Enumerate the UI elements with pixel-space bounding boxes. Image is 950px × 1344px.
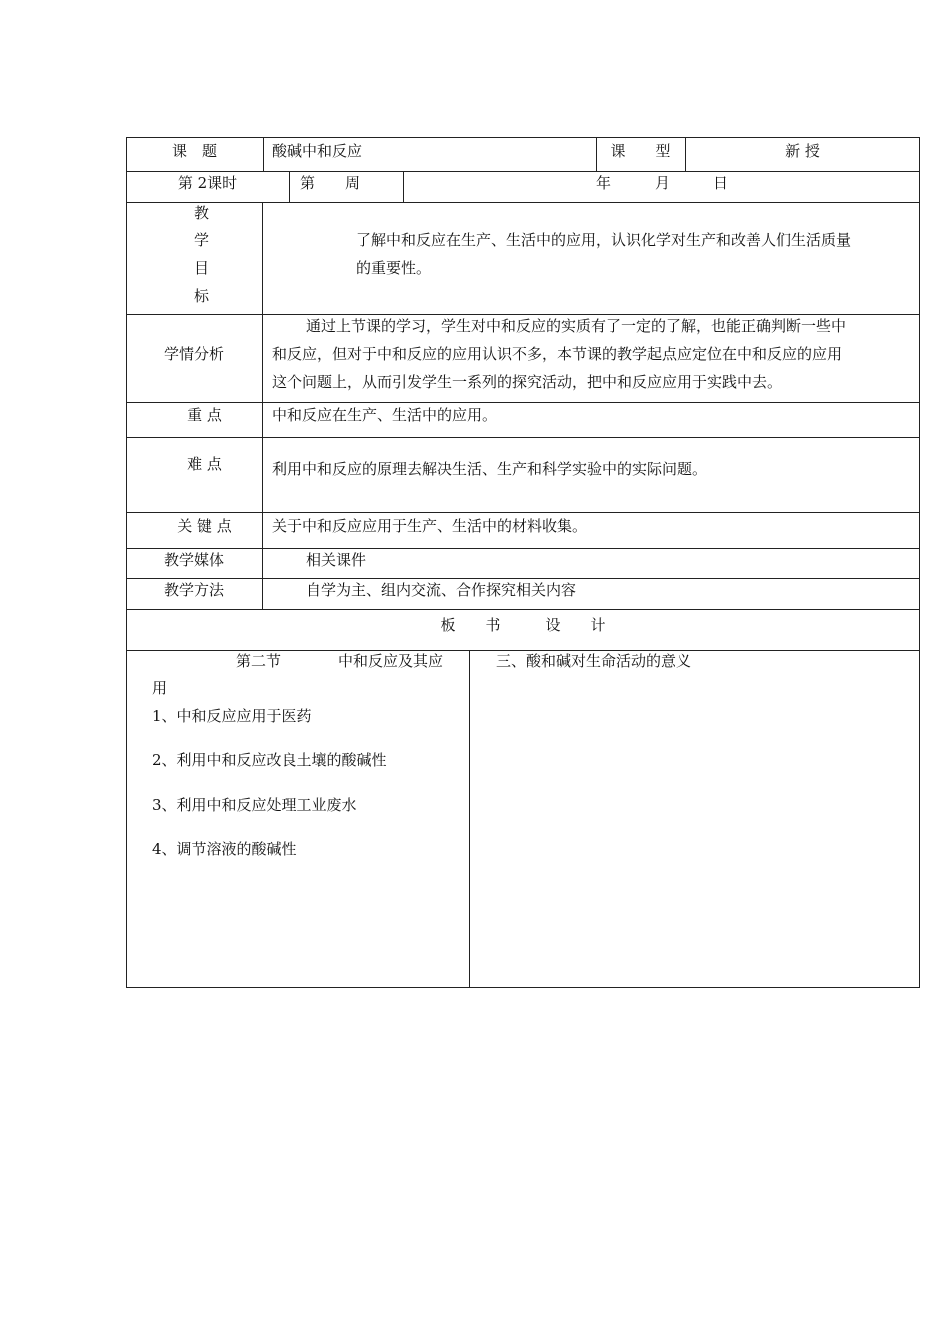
analysis-text: 这个问题上，从而引发学生一系列的探究活动，把中和反应应用于实践中去。 bbox=[272, 373, 783, 391]
method-value: 自学为主、组内交流、合作探究相关内容 bbox=[306, 581, 577, 599]
analysis-text: 通过上节课的学习，学生对中和反应的实质有了一定的了解，也能正确判断一些中 bbox=[306, 317, 847, 335]
analysis-label: 学情分析 bbox=[163, 345, 224, 363]
objectives-label: 标 bbox=[194, 287, 210, 305]
objectives-label: 教 bbox=[194, 204, 210, 222]
row-divider bbox=[126, 548, 920, 549]
objectives-text: 了解中和反应在生产、生活中的应用，认识化学对生产和改善人们生活质量 bbox=[356, 231, 852, 249]
board-list-item: 1、中和反应应用于医药 bbox=[152, 707, 312, 725]
lesson-number: 第 2课时 bbox=[177, 174, 238, 192]
difficulty-label: 难 点 bbox=[187, 455, 222, 473]
board-list-item: 2、利用中和反应改良土壤的酸碱性 bbox=[152, 751, 387, 769]
type-value: 新 授 bbox=[785, 142, 820, 160]
board-left-heading: 中和反应及其应 bbox=[338, 652, 444, 670]
objectives-label: 学 bbox=[194, 231, 210, 249]
row-divider bbox=[126, 314, 920, 315]
topic-value: 酸碱中和反应 bbox=[272, 142, 363, 160]
date-day: 日 bbox=[713, 174, 729, 192]
key-point-value: 中和反应在生产、生活中的应用。 bbox=[272, 406, 498, 424]
col-divider bbox=[403, 171, 404, 202]
row-divider bbox=[126, 578, 920, 579]
objectives-label: 目 bbox=[194, 259, 210, 277]
week-label: 第 周 bbox=[300, 174, 361, 192]
row-divider bbox=[126, 171, 920, 172]
date-year: 年 bbox=[596, 174, 612, 192]
row-divider bbox=[126, 402, 920, 403]
method-label: 教学方法 bbox=[163, 581, 224, 599]
media-value: 相关课件 bbox=[306, 551, 367, 569]
type-label: 课 型 bbox=[610, 142, 671, 160]
board-right-heading: 三、酸和碱对生命活动的意义 bbox=[496, 652, 692, 670]
key-point-label: 重 点 bbox=[187, 406, 222, 424]
row-divider bbox=[126, 437, 920, 438]
col-divider bbox=[263, 137, 264, 171]
board-list-item: 4、调节溶液的酸碱性 bbox=[152, 840, 297, 858]
board-left-heading: 第二节 bbox=[236, 652, 282, 670]
difficulty-value: 利用中和反应的原理去解决生活、生产和科学实验中的实际问题。 bbox=[272, 460, 708, 478]
row-divider bbox=[126, 202, 920, 203]
key-link-label: 关 键 点 bbox=[177, 517, 232, 535]
analysis-text: 和反应，但对于中和反应的应用认识不多，本节课的教学起点应定位在中和反应的应用 bbox=[272, 345, 843, 363]
topic-label: 课 题 bbox=[171, 142, 217, 160]
media-label: 教学媒体 bbox=[163, 551, 224, 569]
objectives-text: 的重要性。 bbox=[356, 259, 432, 277]
board-list-item: 3、利用中和反应处理工业废水 bbox=[152, 796, 357, 814]
col-divider bbox=[469, 650, 470, 988]
col-divider bbox=[289, 171, 290, 202]
row-divider bbox=[126, 609, 920, 610]
date-month: 月 bbox=[655, 174, 671, 192]
row-divider bbox=[126, 512, 920, 513]
board-left-heading: 用 bbox=[152, 679, 168, 697]
board-design-title: 板 书 设 计 bbox=[440, 616, 606, 634]
key-link-value: 关于中和反应应用于生产、生活中的材料收集。 bbox=[272, 517, 588, 535]
